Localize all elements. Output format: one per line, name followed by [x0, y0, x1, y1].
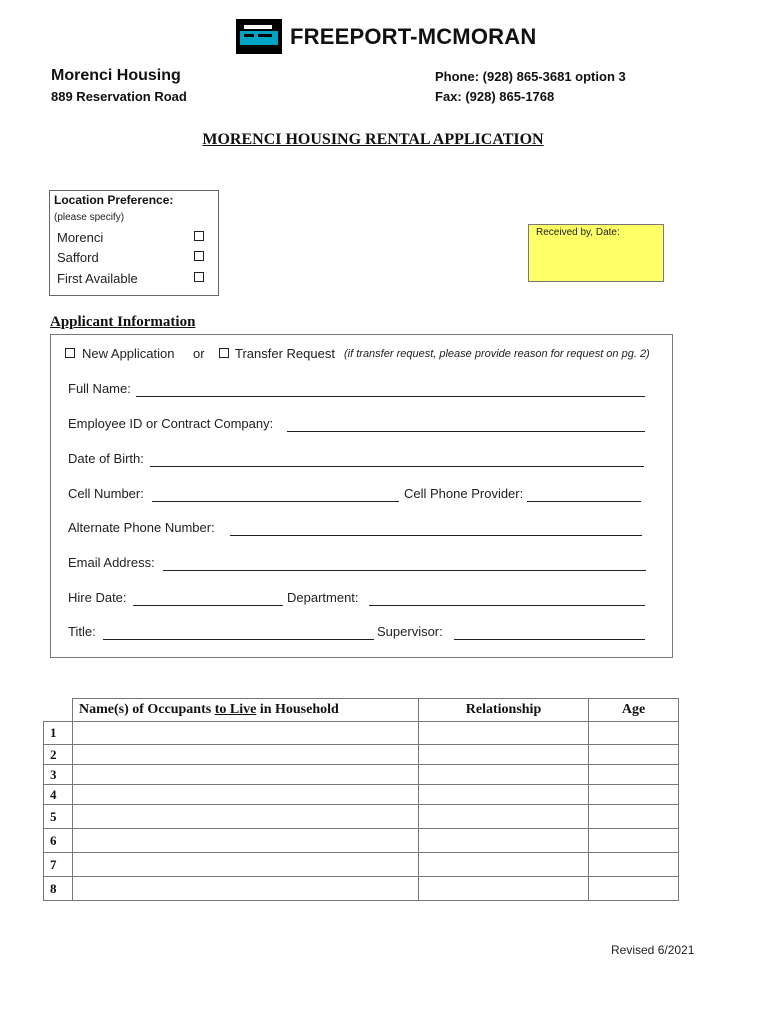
dob-label: Date of Birth:: [68, 451, 144, 466]
table-row: [44, 829, 679, 853]
cell-provider-label: Cell Phone Provider:: [404, 486, 524, 501]
department-field[interactable]: [369, 605, 645, 606]
row-number-header: [44, 699, 73, 722]
occupant-name-cell[interactable]: [73, 805, 419, 829]
new-application-label: New Application: [82, 346, 175, 361]
new-application-checkbox[interactable]: [65, 348, 75, 358]
revised-date: Revised 6/2021: [611, 943, 695, 957]
table-row: [44, 745, 679, 765]
cell-provider-field[interactable]: [527, 501, 641, 502]
supervisor-label: Supervisor:: [377, 624, 443, 639]
age-cell[interactable]: [589, 765, 679, 785]
table-row: [44, 785, 679, 805]
location-option-label: Safford: [57, 250, 99, 265]
alt-phone-label: Alternate Phone Number:: [68, 520, 215, 535]
row-number: 1: [44, 722, 73, 745]
transfer-request-label: Transfer Request: [235, 346, 335, 361]
location-preference-note: (please specify): [54, 212, 125, 223]
job-title-label: Title:: [68, 624, 96, 639]
dob-field[interactable]: [150, 466, 644, 467]
row-number: 2: [44, 745, 73, 765]
age-cell[interactable]: [589, 853, 679, 877]
table-row: [44, 805, 679, 829]
phone-number: Phone: (928) 865-3681 option 3: [435, 69, 626, 84]
occupant-name-cell[interactable]: [73, 722, 419, 745]
age-cell[interactable]: [589, 877, 679, 901]
occupant-name-cell[interactable]: [73, 765, 419, 785]
fm-logo-icon: [236, 19, 282, 54]
occupants-table: [43, 698, 679, 901]
table-row: [44, 722, 679, 745]
hire-date-label: Hire Date:: [68, 590, 127, 605]
email-label: Email Address:: [68, 555, 155, 570]
occupant-name-cell[interactable]: [73, 745, 419, 765]
occupant-name-cell[interactable]: [73, 853, 419, 877]
relationship-cell[interactable]: [419, 745, 589, 765]
transfer-note: (if transfer request, please provide reason for request on pg. 2): [344, 348, 650, 360]
row-number: 5: [44, 805, 73, 829]
employee-id-label: Employee ID or Contract Company:: [68, 416, 274, 431]
transfer-request-checkbox[interactable]: [219, 348, 229, 358]
occupant-name-cell[interactable]: [73, 829, 419, 853]
age-cell[interactable]: [589, 722, 679, 745]
employee-id-field[interactable]: [287, 431, 645, 432]
relationship-cell[interactable]: [419, 805, 589, 829]
relationship-cell[interactable]: [419, 853, 589, 877]
hire-date-field[interactable]: [133, 605, 283, 606]
occupant-names-header: Name(s) of Occupants to Live in Household: [73, 699, 419, 722]
location-preference-title: Location Preference:: [54, 193, 174, 207]
location-option-label: Morenci: [57, 230, 104, 245]
table-row: [44, 853, 679, 877]
cell-number-field[interactable]: [152, 501, 399, 502]
company-logo-text: FREEPORT-MCMORAN: [290, 24, 537, 49]
occupant-name-cell[interactable]: [73, 785, 419, 805]
age-cell[interactable]: [589, 785, 679, 805]
received-by-label: Received by, Date:: [536, 227, 620, 238]
full-name-label: Full Name:: [68, 381, 131, 396]
age-header: Age: [589, 699, 679, 722]
applicant-section-title: Applicant Information: [50, 314, 196, 330]
alt-phone-field[interactable]: [230, 535, 642, 536]
age-cell[interactable]: [589, 829, 679, 853]
row-number: 6: [44, 829, 73, 853]
housing-title: Morenci Housing: [51, 67, 181, 84]
form-title: MORENCI HOUSING RENTAL APPLICATION: [202, 131, 544, 148]
housing-address: 889 Reservation Road: [51, 89, 187, 104]
or-label: or: [193, 346, 205, 361]
supervisor-field[interactable]: [454, 639, 645, 640]
occupant-name-cell[interactable]: [73, 877, 419, 901]
department-label: Department:: [287, 590, 359, 605]
email-field[interactable]: [163, 570, 646, 571]
cell-number-label: Cell Number:: [68, 486, 144, 501]
row-number: 8: [44, 877, 73, 901]
morenci-checkbox[interactable]: [194, 231, 204, 241]
relationship-cell[interactable]: [419, 829, 589, 853]
table-row: [44, 877, 679, 901]
age-cell[interactable]: [589, 745, 679, 765]
row-number: 3: [44, 765, 73, 785]
relationship-cell[interactable]: [419, 722, 589, 745]
full-name-field[interactable]: [136, 396, 645, 397]
relationship-cell[interactable]: [419, 877, 589, 901]
job-title-field[interactable]: [103, 639, 374, 640]
row-number: 4: [44, 785, 73, 805]
fax-number: Fax: (928) 865-1768: [435, 89, 555, 104]
first-available-checkbox[interactable]: [194, 272, 204, 282]
relationship-header: Relationship: [419, 699, 589, 722]
relationship-cell[interactable]: [419, 785, 589, 805]
row-number: 7: [44, 853, 73, 877]
age-cell[interactable]: [589, 805, 679, 829]
table-row: [44, 765, 679, 785]
location-option-label: First Available: [57, 271, 138, 286]
safford-checkbox[interactable]: [194, 251, 204, 261]
relationship-cell[interactable]: [419, 765, 589, 785]
